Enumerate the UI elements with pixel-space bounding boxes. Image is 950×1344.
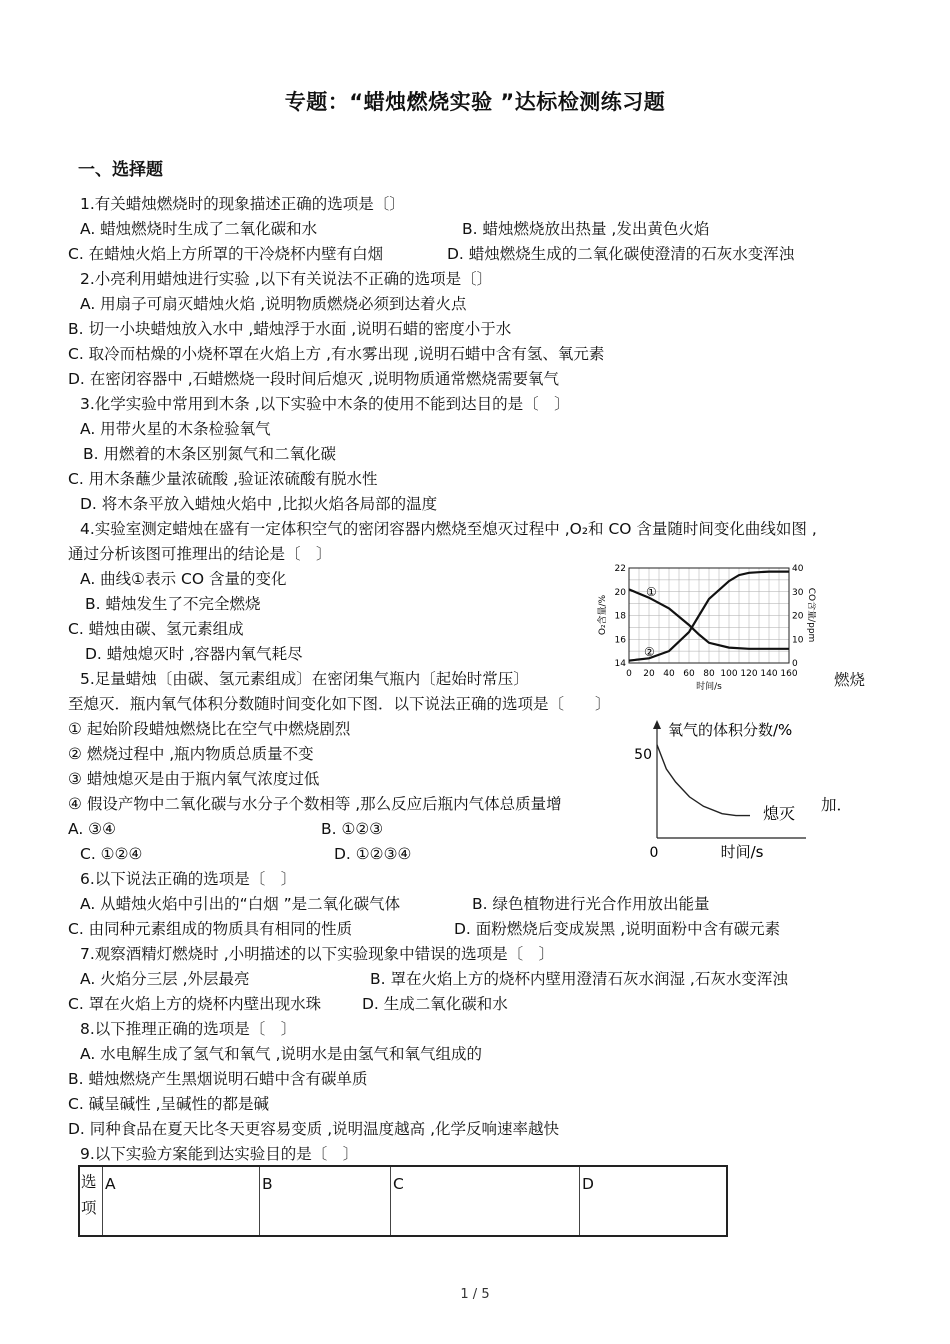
- x-tick-label: 140: [760, 669, 778, 679]
- q7-option-b: B. 罩在火焰上方的烧杯内壁用澄清石灰水润湿 ,石灰水变浑浊: [370, 970, 788, 988]
- q5-statement-2: ② 燃烧过程中 ,瓶内物质总质量不变: [68, 745, 314, 763]
- question-5: 5.足量蜡烛〔由碳、氢元素组成〕在密闭集气瓶内〔起始时常压〕: [80, 670, 529, 688]
- document-title: 专题：“蜡烛燃烧实验 ”达标检测练习题: [284, 90, 666, 114]
- x-tick-label: 0: [626, 669, 632, 679]
- q1-option-b: B. 蜡烛燃烧放出热量 ,发出黄色火焰: [462, 220, 710, 238]
- q7-option-c: C. 罩在火焰上方的烧杯内壁出现水珠: [68, 995, 322, 1013]
- q8-option-d: D. 同种食品在夏天比冬天更容易变质 ,说明温度越高 ,化学反响速率越快: [68, 1120, 559, 1138]
- table-col-a: A: [103, 1166, 260, 1236]
- q3-option-d: D. 将木条平放入蜡烛火焰中 ,比拟火焰各局部的温度: [80, 495, 438, 513]
- q5-statement-4-tail: 加．: [821, 796, 853, 814]
- q4-option-d: D. 蜡烛熄灭时 ,容器内氧气耗尽: [85, 645, 303, 663]
- q8-option-c: C. 碱呈碱性 ,呈碱性的都是碱: [68, 1095, 270, 1113]
- right-tick-label: 10: [792, 635, 804, 646]
- q8-option-a: A. 水电解生成了氢气和氧气 ,说明水是由氢气和氧气组成的: [80, 1045, 483, 1063]
- q5-option-d: D. ①②③④: [334, 845, 412, 863]
- left-tick-label: 20: [614, 587, 626, 598]
- q1-option-d: D. 蜡烛燃烧生成的二氧化碳使澄清的石灰水变浑浊: [447, 245, 795, 263]
- question-6: 6.以下说法正确的选项是〔 〕: [80, 870, 297, 888]
- q5-option-a: A. ③④: [68, 820, 116, 838]
- question-3: 3.化学实验中常用到木条 ,以下实验中木条的使用不能到达目的是〔 〕: [80, 395, 570, 413]
- q5-inline-word: 燃烧: [834, 671, 866, 689]
- section-heading: 一、选择题: [78, 160, 163, 180]
- left-tick-labels: [615, 564, 627, 669]
- right-tick-label: 30: [792, 587, 804, 598]
- o2-co-chart: [596, 558, 816, 696]
- origin-label: 0: [649, 845, 659, 861]
- curve-1-label: ①: [646, 585, 657, 599]
- q5-statement-1: ① 起始阶段蜡烛燃烧比在空气中燃烧剧烈: [68, 720, 351, 738]
- question-2: 2.小亮利用蜡烛进行实验 ,以下有关说法不正确的选项是〔〕: [80, 270, 493, 288]
- page-number: 1 / 5: [460, 1287, 490, 1302]
- q8-option-b: B. 蜡烛燃烧产生黑烟说明石蜡中含有碳单质: [68, 1070, 368, 1088]
- q5-option-c: C. ①②④: [80, 845, 143, 863]
- question-7: 7.观察酒精灯燃烧时 ,小明描述的以下实验现象中错误的选项是〔 〕: [80, 945, 555, 963]
- q4-option-b: B. 蜡烛发生了不完全燃烧: [85, 595, 261, 613]
- x-tick-label: 60: [683, 669, 695, 679]
- q6-option-a: A. 从蜡烛火焰中引出的“白烟 ”是二氧化碳气体: [80, 895, 401, 913]
- x-tick-labels: [626, 669, 798, 679]
- q6-option-d: D. 面粉燃烧后变成炭黑 ,说明面粉中含有碳元素: [454, 920, 781, 938]
- x-axis-label: 时间/s: [720, 843, 764, 861]
- right-tick-label: 0: [792, 659, 798, 669]
- question-4: 4.实验室测定蜡烛在盛有一定体积空气的密闭容器内燃烧至熄灭过程中 ,O₂和 CO 含量随时间变化曲线如图 ,: [80, 520, 817, 538]
- question-8: 8.以下推理正确的选项是〔 〕: [80, 1020, 297, 1038]
- right-tick-labels: [792, 564, 804, 669]
- q3-option-b: B. 用燃着的木条区别氮气和二氧化碳: [83, 445, 336, 463]
- question-1: 1.有关蜡烛燃烧时的现象描述正确的选项是〔〕: [80, 195, 405, 213]
- y-axis-arrow: [653, 720, 661, 729]
- right-tick-label: 40: [792, 564, 804, 574]
- x-tick-label: 80: [703, 669, 715, 679]
- q2-option-a: A. 用扇子可扇灭蜡烛火焰 ,说明物质燃烧必须到达着火点: [80, 295, 467, 313]
- table-col-b: B: [260, 1166, 391, 1236]
- left-tick-label: 14: [614, 659, 626, 669]
- table-header-cell: 选项: [79, 1166, 103, 1236]
- q2-option-d: D. 在密闭容器中 ,石蜡燃烧一段时间后熄灭 ,说明物质通常燃烧需要氧气: [68, 370, 559, 388]
- left-tick-label: 22: [614, 564, 626, 574]
- x-tick-label: 160: [780, 669, 798, 679]
- q4-option-a: A. 曲线①表示 CO 含量的变化: [80, 570, 287, 588]
- left-axis-label: O₂含量/%: [598, 594, 608, 636]
- table-row: [79, 1166, 727, 1236]
- q5-option-b: B. ①②③: [321, 820, 384, 838]
- oxygen-curve: [657, 745, 750, 816]
- q7-option-a: A. 火焰分三层 ,外层最亮: [80, 970, 250, 988]
- curve-2-label: ②: [644, 645, 655, 659]
- question-4-cont: 通过分析该图可推理出的结论是〔 〕: [68, 545, 332, 563]
- left-tick-label: 16: [614, 635, 626, 646]
- q3-option-c: C. 用木条蘸少量浓硫酸 ,验证浓硫酸有脱水性: [68, 470, 378, 488]
- right-tick-label: 20: [792, 611, 804, 622]
- x-axis-label: 时间/s: [696, 682, 722, 692]
- x-tick-label: 120: [740, 669, 758, 679]
- q5-statement-3: ③ 蜡烛熄灭是由于瓶内氧气浓度过低: [68, 770, 320, 788]
- y-tick-50: 50: [634, 747, 652, 763]
- table-col-c: C: [391, 1166, 580, 1236]
- x-tick-label: 40: [663, 669, 675, 679]
- q2-option-c: C. 取冷而枯燥的小烧杯罩在火焰上方 ,有水雾出现 ,说明石蜡中含有氢、氧元素: [68, 345, 605, 363]
- left-tick-label: 18: [614, 611, 626, 622]
- q1-option-c: C. 在蜡烛火焰上方所罩的干冷烧杯内壁有白烟: [68, 245, 384, 263]
- x-tick-label: 20: [643, 669, 655, 679]
- q6-option-c: C. 由同种元素组成的物质具有相同的性质: [68, 920, 353, 938]
- q6-option-b: B. 绿色植物进行光合作用放出能量: [472, 895, 710, 913]
- q2-option-b: B. 切一小块蜡烛放入水中 ,蜡烛浮于水面 ,说明石蜡的密度小于水: [68, 320, 512, 338]
- question-5-cont: 至熄灭．瓶内氧气体积分数随时间变化如下图．以下说法正确的选项是〔 〕: [68, 695, 611, 713]
- q3-option-a: A. 用带火星的木条检验氧气: [80, 420, 271, 438]
- x-tick-label: 100: [720, 669, 738, 679]
- extinguish-label: 熄灭: [763, 804, 796, 823]
- q9-options-table: [78, 1165, 728, 1237]
- oxygen-fraction-chart: [630, 718, 820, 866]
- q1-option-a: A. 蜡烛燃烧时生成了二氧化碳和水: [80, 220, 318, 238]
- q7-option-d: D. 生成二氧化碳和水: [362, 995, 508, 1013]
- right-axis-label: CO含量/ppm: [806, 587, 816, 643]
- q4-option-c: C. 蜡烛由碳、氢元素组成: [68, 620, 244, 638]
- table-col-d: D: [580, 1166, 728, 1236]
- q5-statement-4: ④ 假设产物中二氧化碳与水分子个数相等 ,那么反应后瓶内气体总质量增: [68, 795, 562, 813]
- question-9: 9.以下实验方案能到达实验目的是〔 〕: [80, 1145, 359, 1163]
- y-axis-label: 氧气的体积分数/%: [668, 721, 793, 739]
